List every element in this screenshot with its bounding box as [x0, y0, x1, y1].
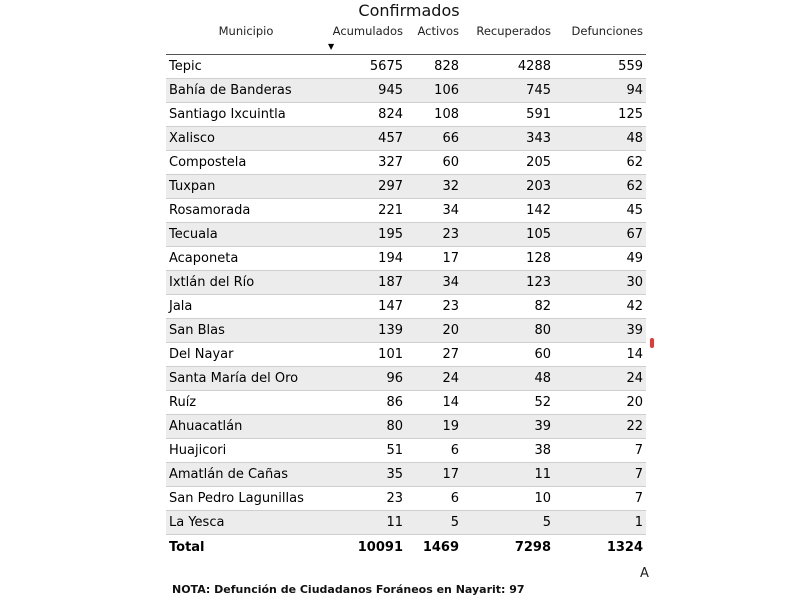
- cell-defunciones: 20: [554, 391, 646, 415]
- column-header-acumulados[interactable]: [326, 24, 406, 50]
- cell-municipio: Tecuala: [166, 223, 326, 247]
- cell-activos: 60: [406, 151, 462, 175]
- cell-activos: 34: [406, 199, 462, 223]
- total-acumulados: 10091: [326, 535, 406, 561]
- cell-acumulados: 221: [326, 199, 406, 223]
- table-row[interactable]: [166, 439, 646, 463]
- table-row[interactable]: [166, 367, 646, 391]
- table-row[interactable]: [166, 415, 646, 439]
- cell-municipio: Bahía de Banderas: [166, 79, 326, 103]
- cell-recuperados: 38: [462, 439, 554, 463]
- cell-recuperados: 39: [462, 415, 554, 439]
- cell-acumulados: 86: [326, 391, 406, 415]
- total-activos: 1469: [406, 535, 462, 561]
- cell-acumulados: 297: [326, 175, 406, 199]
- cell-defunciones: 30: [554, 271, 646, 295]
- cell-municipio: Ahuacatlán: [166, 415, 326, 439]
- cell-defunciones: 125: [554, 103, 646, 127]
- cell-recuperados: 4288: [462, 55, 554, 79]
- cell-activos: 32: [406, 175, 462, 199]
- table-title: Confirmados: [358, 1, 460, 20]
- cell-recuperados: 203: [462, 175, 554, 199]
- column-header-recuperados[interactable]: Recuperados: [476, 24, 551, 38]
- cell-defunciones: 67: [554, 223, 646, 247]
- cell-acumulados: 11: [326, 511, 406, 535]
- cell-recuperados: 11: [462, 463, 554, 487]
- cell-defunciones: 7: [554, 487, 646, 511]
- cell-acumulados: 35: [326, 463, 406, 487]
- cell-municipio: La Yesca: [166, 511, 326, 535]
- cell-defunciones: 24: [554, 367, 646, 391]
- cell-municipio: Compostela: [166, 151, 326, 175]
- cell-defunciones: 45: [554, 199, 646, 223]
- cell-recuperados: 128: [462, 247, 554, 271]
- table-row[interactable]: [166, 55, 646, 79]
- cell-municipio: Ruíz: [166, 391, 326, 415]
- cell-acumulados: 194: [326, 247, 406, 271]
- cell-acumulados: 101: [326, 343, 406, 367]
- cell-acumulados: 5675: [326, 55, 406, 79]
- table-row[interactable]: [166, 199, 646, 223]
- cell-recuperados: 745: [462, 79, 554, 103]
- cell-acumulados: 23: [326, 487, 406, 511]
- column-header-defunciones[interactable]: Defunciones: [571, 24, 643, 38]
- footnote: NOTA: Defunción de Ciudadanos Foráneos en Nayarit: 97: [172, 583, 525, 596]
- cell-defunciones: 49: [554, 247, 646, 271]
- column-header-municipio[interactable]: Municipio: [218, 24, 274, 38]
- table-row[interactable]: [166, 175, 646, 199]
- cell-municipio: Xalisco: [166, 127, 326, 151]
- column-header-acumulados-label: Acumulados: [332, 24, 403, 38]
- table-row[interactable]: [166, 511, 646, 535]
- table-row[interactable]: [166, 319, 646, 343]
- cell-activos: 828: [406, 55, 462, 79]
- cell-municipio: Huajicori: [166, 439, 326, 463]
- cell-recuperados: 48: [462, 367, 554, 391]
- cell-municipio: Del Nayar: [166, 343, 326, 367]
- cell-defunciones: 42: [554, 295, 646, 319]
- cell-recuperados: 52: [462, 391, 554, 415]
- cell-recuperados: 105: [462, 223, 554, 247]
- cell-recuperados: 5: [462, 511, 554, 535]
- table-row[interactable]: [166, 391, 646, 415]
- cell-recuperados: 82: [462, 295, 554, 319]
- confirmados-table: [166, 24, 646, 560]
- cell-activos: 23: [406, 295, 462, 319]
- table-row[interactable]: [166, 223, 646, 247]
- cell-municipio: Rosamorada: [166, 199, 326, 223]
- cell-acumulados: 139: [326, 319, 406, 343]
- cell-defunciones: 48: [554, 127, 646, 151]
- cell-acumulados: 327: [326, 151, 406, 175]
- table-row[interactable]: [166, 79, 646, 103]
- cell-defunciones: 14: [554, 343, 646, 367]
- cell-acumulados: 96: [326, 367, 406, 391]
- cell-acumulados: 51: [326, 439, 406, 463]
- cell-activos: 20: [406, 319, 462, 343]
- cell-municipio: Tepic: [166, 55, 326, 79]
- total-label: Total: [166, 535, 326, 561]
- table-row[interactable]: [166, 463, 646, 487]
- cell-municipio: Ixtlán del Río: [166, 271, 326, 295]
- cell-activos: 17: [406, 463, 462, 487]
- cell-defunciones: 94: [554, 79, 646, 103]
- cell-activos: 27: [406, 343, 462, 367]
- cell-municipio: Santiago Ixcuintla: [166, 103, 326, 127]
- cell-acumulados: 187: [326, 271, 406, 295]
- cell-activos: 6: [406, 439, 462, 463]
- cell-defunciones: 1: [554, 511, 646, 535]
- cell-acumulados: 195: [326, 223, 406, 247]
- cell-municipio: San Pedro Lagunillas: [166, 487, 326, 511]
- cell-acumulados: 80: [326, 415, 406, 439]
- cell-defunciones: 62: [554, 151, 646, 175]
- cell-acumulados: 457: [326, 127, 406, 151]
- cell-activos: 106: [406, 79, 462, 103]
- cell-activos: 34: [406, 271, 462, 295]
- table-row[interactable]: [166, 295, 646, 319]
- table-row[interactable]: [166, 103, 646, 127]
- table-row[interactable]: [166, 271, 646, 295]
- table-row[interactable]: [166, 151, 646, 175]
- cell-activos: 17: [406, 247, 462, 271]
- cell-recuperados: 10: [462, 487, 554, 511]
- column-header-activos[interactable]: Activos: [417, 24, 459, 38]
- cell-activos: 108: [406, 103, 462, 127]
- cell-municipio: Acaponeta: [166, 247, 326, 271]
- cell-activos: 19: [406, 415, 462, 439]
- cell-acumulados: 824: [326, 103, 406, 127]
- total-row: [166, 535, 646, 561]
- cell-activos: 5: [406, 511, 462, 535]
- cell-municipio: Jala: [166, 295, 326, 319]
- cell-recuperados: 343: [462, 127, 554, 151]
- cell-defunciones: 39: [554, 319, 646, 343]
- cell-recuperados: 142: [462, 199, 554, 223]
- total-defunciones: 1324: [554, 535, 646, 561]
- cell-defunciones: 22: [554, 415, 646, 439]
- table-row[interactable]: [166, 247, 646, 271]
- table-row[interactable]: [166, 487, 646, 511]
- cell-municipio: Santa María del Oro: [166, 367, 326, 391]
- total-recuperados: 7298: [462, 535, 554, 561]
- cell-defunciones: 7: [554, 439, 646, 463]
- cell-activos: 66: [406, 127, 462, 151]
- cell-recuperados: 591: [462, 103, 554, 127]
- cell-defunciones: 559: [554, 55, 646, 79]
- cell-municipio: San Blas: [166, 319, 326, 343]
- cell-recuperados: 60: [462, 343, 554, 367]
- table-header: [166, 24, 646, 55]
- cell-recuperados: 205: [462, 151, 554, 175]
- cell-activos: 6: [406, 487, 462, 511]
- cell-recuperados: 80: [462, 319, 554, 343]
- table-body: [166, 55, 646, 535]
- edge-marker: [650, 338, 654, 348]
- cell-acumulados: 945: [326, 79, 406, 103]
- cell-activos: 23: [406, 223, 462, 247]
- sort-descending-icon: ▼: [328, 42, 335, 51]
- cell-defunciones: 7: [554, 463, 646, 487]
- cell-municipio: Amatlán de Cañas: [166, 463, 326, 487]
- table-row[interactable]: [166, 343, 646, 367]
- cell-municipio: Tuxpan: [166, 175, 326, 199]
- edge-text: A: [640, 566, 649, 581]
- cell-acumulados: 147: [326, 295, 406, 319]
- cell-defunciones: 62: [554, 175, 646, 199]
- table-row[interactable]: [166, 127, 646, 151]
- cell-activos: 14: [406, 391, 462, 415]
- cell-activos: 24: [406, 367, 462, 391]
- cell-recuperados: 123: [462, 271, 554, 295]
